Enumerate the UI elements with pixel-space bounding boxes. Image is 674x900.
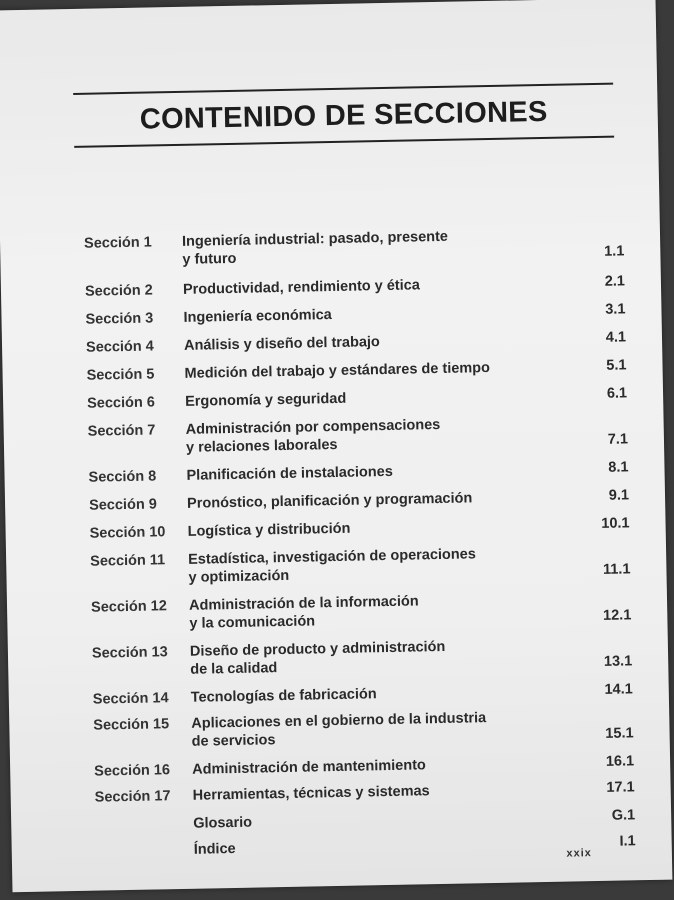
- section-label: Sección 15: [93, 716, 170, 734]
- section-page-number: 4.1: [605, 329, 627, 346]
- section-page-number: 3.1: [605, 301, 626, 318]
- section-page-number: 12.1: [602, 607, 632, 624]
- section-title: Ingeniería industrial: pasado, presente y futuro: [181, 228, 449, 268]
- section-title: Administración de la información y la comunicación: [188, 593, 419, 632]
- toc-entry: [87, 384, 627, 412]
- toc-entry: [88, 458, 628, 486]
- table-of-contents: [84, 214, 636, 860]
- section-page-number: 11.1: [602, 561, 631, 578]
- section-page-number: 9.1: [608, 487, 630, 504]
- toc-entry: [85, 300, 625, 328]
- section-label: [95, 815, 193, 817]
- section-label: Sección 10: [89, 524, 166, 542]
- section-label: Sección 12: [90, 598, 167, 616]
- toc-entry: [93, 680, 633, 708]
- section-label: Sección 5: [86, 366, 155, 384]
- section-page-number: 6.1: [606, 385, 628, 402]
- toc-entry: [85, 272, 625, 300]
- page-number: xxix: [566, 847, 592, 860]
- section-page-number: 5.1: [606, 357, 627, 374]
- toc-entry: [96, 832, 636, 860]
- toc-entry: [93, 706, 634, 752]
- section-title: Pronóstico, planificación y programación: [186, 490, 473, 512]
- section-title: Administración por compensaciones y relaciones laborales: [185, 416, 441, 456]
- toc-entry: [86, 356, 626, 384]
- section-label: Sección 7: [87, 422, 156, 440]
- toc-entry: [94, 752, 634, 780]
- toc-entry: [88, 412, 629, 458]
- toc-entry: [89, 486, 629, 514]
- top-rule: [73, 83, 613, 95]
- section-title: Administración de mantenimiento: [192, 757, 426, 778]
- section-title: Análisis y diseño del trabajo: [183, 334, 380, 354]
- section-label: Sección 14: [92, 690, 169, 708]
- section-label: Sección 11: [90, 552, 166, 570]
- section-page-number: 1.1: [604, 243, 625, 260]
- section-title: Medición del trabajo y estándares de tiempo: [184, 359, 491, 382]
- section-page-number: I.1: [619, 833, 636, 850]
- section-title: Glosario: [193, 814, 253, 832]
- heading-block: [73, 83, 614, 148]
- section-page-number: 14.1: [604, 681, 633, 698]
- section-page-number: 7.1: [607, 431, 629, 448]
- section-label: Sección 3: [85, 310, 154, 328]
- section-page-number: G.1: [611, 807, 636, 824]
- section-title: Planificación de instalaciones: [186, 463, 393, 484]
- section-title: Índice: [193, 840, 236, 858]
- section-label: Sección 6: [87, 394, 156, 412]
- section-page-number: 15.1: [605, 725, 634, 742]
- section-label: Sección 4: [85, 338, 154, 356]
- section-label: Sección 1: [83, 234, 152, 252]
- section-title: Ergonomía y seguridad: [184, 390, 347, 410]
- section-title: Tecnologías de fabricación: [190, 686, 377, 706]
- toc-entry: [92, 634, 633, 680]
- toc-entry: [90, 542, 631, 588]
- section-title: Estadística, investigación de operaciones y optimización: [188, 546, 476, 586]
- section-page-number: 8.1: [608, 459, 629, 476]
- section-title: Logística y distribución: [187, 520, 351, 540]
- section-page-number: 17.1: [606, 779, 635, 796]
- toc-entry: [89, 514, 629, 542]
- section-page-number: 16.1: [605, 753, 635, 770]
- section-title: Herramientas, técnicas y sistemas: [192, 783, 430, 804]
- section-label: Sección 2: [84, 282, 153, 300]
- toc-entry: [95, 806, 635, 834]
- section-title: Aplicaciones en el gobierno de la industria de servicios: [191, 710, 487, 750]
- section-page-number: 2.1: [604, 273, 626, 290]
- section-label: Sección 8: [88, 468, 157, 486]
- section-page-number: 10.1: [601, 515, 630, 532]
- section-page-number: 13.1: [603, 653, 633, 670]
- section-label: Sección 17: [94, 788, 171, 806]
- section-label: Sección 9: [88, 496, 157, 514]
- page-title: CONTENIDO DE SECCIONES: [139, 95, 548, 136]
- section-title: Ingeniería económica: [183, 307, 332, 326]
- section-label: [96, 841, 194, 843]
- section-title: Diseño de producto y administración de la calidad: [189, 638, 446, 678]
- toc-entry: [91, 588, 632, 634]
- bottom-rule: [74, 136, 614, 148]
- toc-entry: [95, 778, 635, 806]
- toc-entry: [84, 224, 625, 270]
- section-label: Sección 13: [91, 644, 168, 662]
- section-title: Productividad, rendimiento y ética: [182, 277, 420, 298]
- section-label: Sección 16: [94, 762, 171, 780]
- toc-entry: [86, 328, 626, 356]
